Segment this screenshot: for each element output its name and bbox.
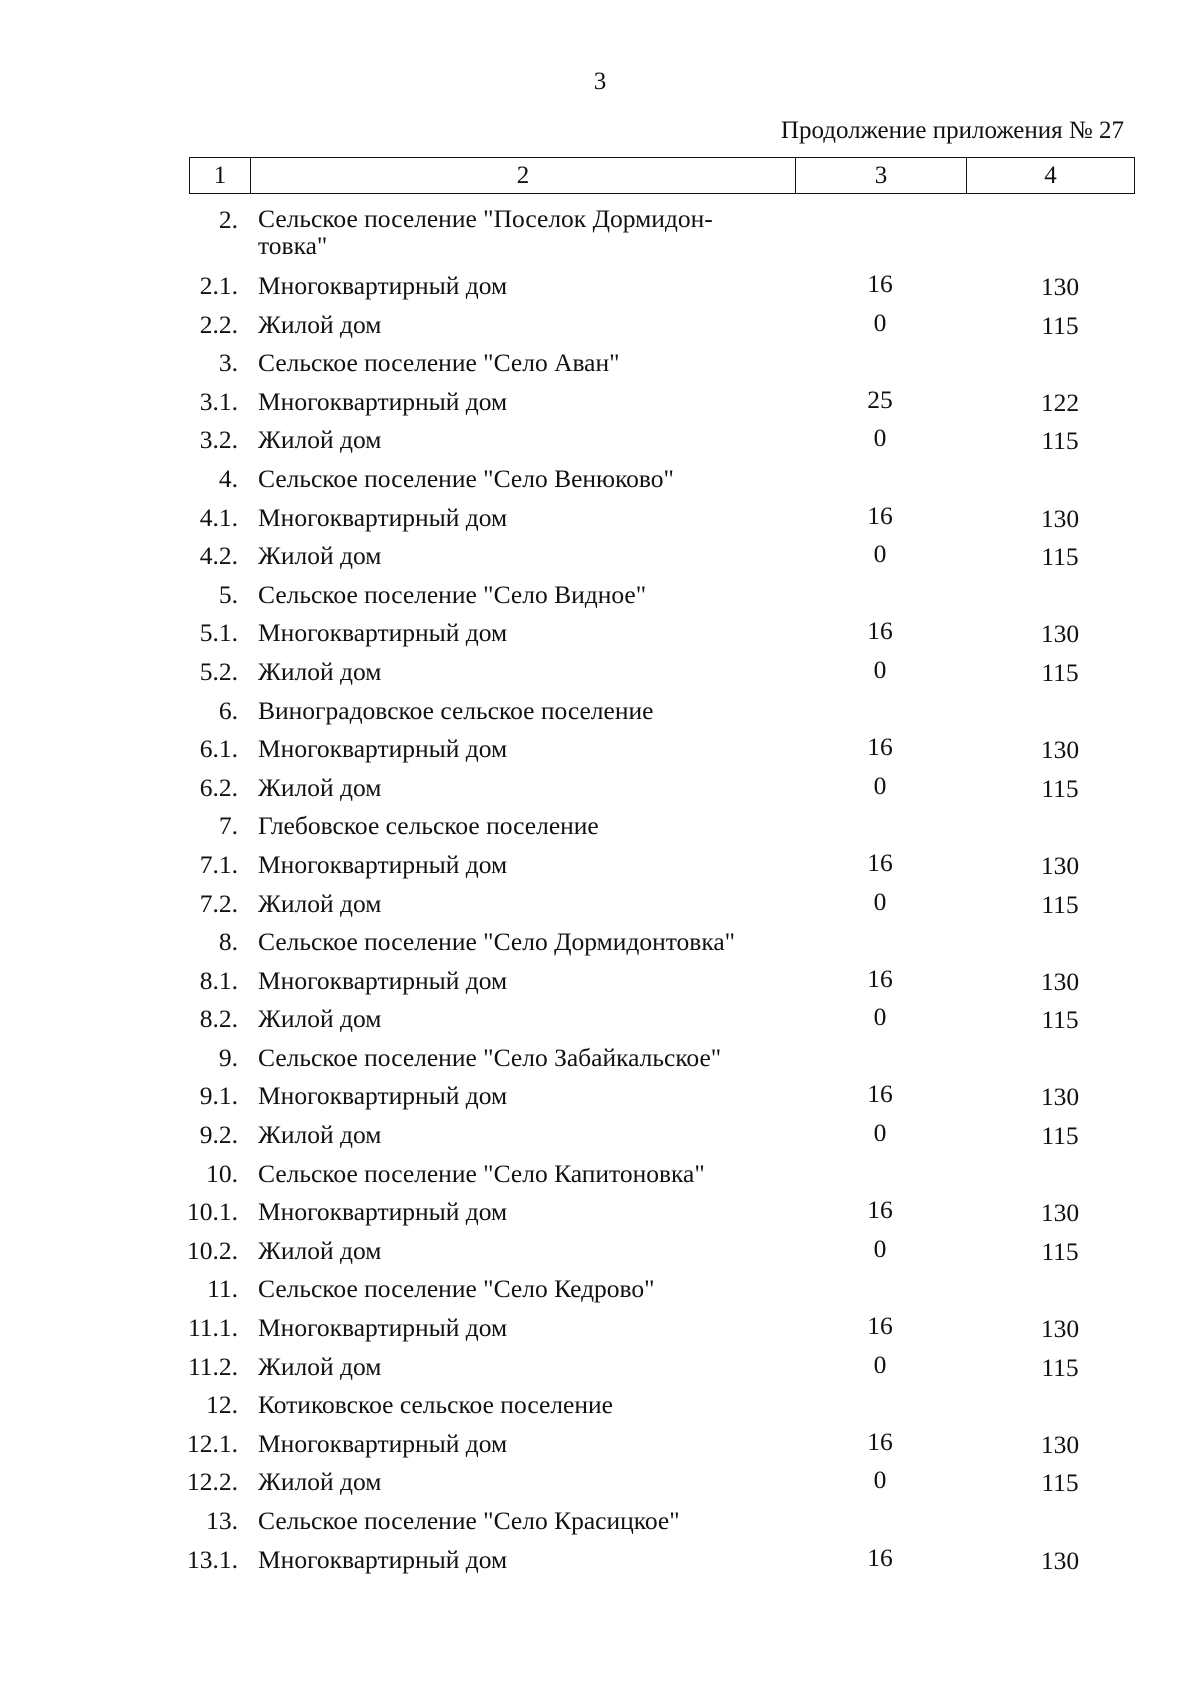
row-number: 6.1. [199,734,238,764]
row-name: Жилой дом [258,772,382,802]
table-row [0,1506,1200,1545]
row-number: 5.1. [199,618,238,648]
table-row [0,541,1200,580]
row-name: Жилой дом [258,541,382,571]
row-name: Многоквартирный дом [258,1081,508,1111]
row-value-col4: 130 [1040,272,1080,301]
row-value-col3: 0 [873,1118,887,1148]
row-name: Виноградовское сельское поселение [258,695,654,725]
table-row [0,1274,1200,1313]
row-number: 13.1. [187,1544,238,1574]
header-cell-3: 3 [796,158,967,193]
table-body [0,205,1200,1583]
table-row [0,1197,1200,1236]
row-value-col3: 0 [873,654,887,684]
table-row [0,1004,1200,1043]
table-row [0,1043,1200,1082]
table-row [0,384,1200,426]
row-value-col3: 16 [867,1542,893,1572]
row-value-col4: 130 [1040,1082,1080,1112]
row-number: 6.2. [199,772,238,802]
row-name: Жилой дом [258,1004,382,1034]
row-number: 9.1. [199,1081,238,1111]
row-name: Сельское поселение "Село Забайкальское" [258,1042,722,1072]
row-value-col3: 16 [867,732,893,762]
row-number: 11. [207,1274,238,1304]
row-value-col3: 16 [867,269,893,298]
row-number: 10.2. [187,1235,238,1265]
row-name: Сельское поселение "Село Кедрово" [258,1274,655,1304]
row-value-col3: 0 [873,423,887,453]
row-number: 3. [218,348,238,378]
row-name: Жилой дом [258,1120,382,1150]
row-name: Сельское поселение "Село Красицкое" [258,1506,680,1535]
table-row [0,734,1200,773]
row-name: Многоквартирный дом [258,271,508,300]
row-name: Многоквартирный дом [258,502,508,532]
row-value-col4: 115 [1041,542,1079,572]
row-name: Сельское поселение "Село Венюково" [258,463,674,493]
table-row [0,271,1200,310]
row-value-col4: 115 [1041,1005,1079,1035]
row-value-col3: 0 [873,1465,887,1495]
row-name: Глебовское сельское поселение [258,811,599,841]
table-row [0,618,1200,657]
row-name: Сельское поселение "Село Видное" [258,579,647,609]
row-name: Многоквартирный дом [258,734,508,764]
row-number: 13. [206,1506,238,1535]
header-cell-2: 2 [251,158,796,193]
row-name: Многоквартирный дом [258,849,508,879]
row-number: 11.2. [187,1351,238,1381]
row-value-col4: 122 [1040,387,1080,417]
row-number: 6. [218,695,238,725]
table-header-row [189,157,1135,194]
table-row [0,1313,1200,1352]
row-value-col4: 130 [1040,1314,1080,1344]
row-value-col3: 0 [873,539,887,569]
table-row [0,500,1200,542]
row-value-col3: 0 [873,770,887,800]
table-row [0,1542,1200,1584]
row-number: 8. [218,927,238,957]
row-number: 4.1. [199,502,238,532]
header-cell-4: 4 [1044,161,1057,189]
row-number: 3.2. [199,425,238,455]
row-value-col3: 16 [867,963,893,993]
row-number: 3.1. [199,386,238,416]
table-row [0,1159,1200,1198]
row-name: Жилой дом [258,656,382,686]
row-name: Сельское поселение "Поселок Дормидон-товка" [258,204,713,260]
table-row [0,696,1200,735]
table-row [0,425,1200,464]
row-value-col4: 115 [1041,889,1079,919]
row-number: 10.1. [187,1197,238,1227]
row-value-col4: 115 [1041,1468,1079,1498]
row-value-col4: 115 [1041,1121,1079,1151]
row-number: 9. [218,1042,238,1072]
row-name: Сельское поселение "Село Капитоновка" [258,1158,705,1188]
header-cell-1: 1 [190,158,251,193]
table-row [0,770,1200,812]
row-name: Многоквартирный дом [258,1428,508,1458]
table-row [0,927,1200,966]
table-row [0,307,1200,349]
row-name: Жилой дом [258,1235,382,1265]
table-row [0,886,1200,928]
row-number: 12. [206,1390,238,1420]
row-number: 11.1. [187,1313,238,1343]
table-row [0,205,1200,271]
row-name: Многоквартирный дом [258,386,508,416]
table-row [0,1120,1200,1159]
row-value-col3: 0 [873,307,887,337]
table-row [0,1467,1200,1506]
row-number: 5.2. [199,656,238,686]
row-name: Жилой дом [258,1467,382,1497]
table-row [0,464,1200,503]
row-number: 9.2. [199,1120,238,1150]
row-value-col4: 115 [1041,1236,1079,1266]
table-row [0,1390,1200,1429]
table-row [0,1349,1200,1391]
table-row [0,963,1200,1005]
row-value-col3: 16 [867,1311,893,1341]
table-row [0,1233,1200,1275]
row-name: Многоквартирный дом [258,1544,508,1574]
row-number: 2.1. [199,271,238,300]
row-number: 4. [218,463,238,493]
row-number: 2.2. [199,309,238,339]
row-number: 8.2. [199,1004,238,1034]
row-number: 4.2. [199,541,238,571]
row-value-col3: 0 [873,1002,887,1032]
row-number: 8.1. [199,965,238,995]
row-name: Многоквартирный дом [258,618,508,648]
row-name: Многоквартирный дом [258,965,508,995]
row-value-col3: 16 [867,500,893,530]
row-value-col4: 115 [1041,426,1079,456]
table-row [0,654,1200,696]
table-row [0,580,1200,619]
row-name: Многоквартирный дом [258,1313,508,1343]
row-value-col3: 25 [867,384,893,414]
row-name: Сельское поселение "Село Дормидонтовка" [258,927,736,957]
row-value-col4: 130 [1040,619,1080,649]
row-number: 12.2. [187,1467,238,1497]
row-name: Сельское поселение "Село Аван" [258,348,620,378]
row-number: 10. [206,1158,238,1188]
row-number: 5. [218,579,238,609]
row-name: Жилой дом [258,1351,382,1381]
row-number: 7. [218,811,238,841]
table-row [0,811,1200,850]
appendix-continuation-label: Продолжение приложения № 27 [780,117,1124,144]
row-name: Жилой дом [258,309,382,339]
row-number: 7.2. [199,888,238,918]
row-value-col3: 16 [867,616,893,646]
table-row [0,847,1200,889]
row-value-col4: 115 [1041,657,1079,687]
row-value-col3: 0 [873,886,887,916]
row-value-col3: 16 [867,1079,893,1109]
row-value-col4: 130 [1040,850,1080,880]
page-number: 3 [593,68,607,95]
row-value-col4: 115 [1041,1352,1079,1382]
table-row [0,1081,1200,1120]
row-value-col4: 130 [1040,735,1080,765]
row-number: 12.1. [187,1428,238,1458]
row-value-col4: 130 [1040,966,1080,996]
row-value-col4: 115 [1041,773,1079,803]
row-value-col3: 0 [873,1349,887,1379]
table-row [0,1426,1200,1468]
row-value-col3: 0 [873,1233,887,1263]
row-number: 7.1. [199,849,238,879]
row-name: Многоквартирный дом [258,1197,508,1227]
row-value-col3: 16 [867,1426,893,1456]
row-name: Жилой дом [258,888,382,918]
row-name: Котиковское сельское поселение [258,1390,613,1420]
table-row [0,348,1200,387]
row-number: 2. [218,205,238,234]
row-value-col3: 16 [867,847,893,877]
row-value-col4: 130 [1040,503,1080,533]
row-value-col4: 130 [1040,1429,1080,1459]
row-value-col4: 130 [1040,1545,1080,1575]
row-value-col3: 16 [867,1195,893,1225]
row-value-col4: 130 [1040,1198,1080,1228]
row-name: Жилой дом [258,425,382,455]
row-value-col4: 115 [1041,310,1079,340]
